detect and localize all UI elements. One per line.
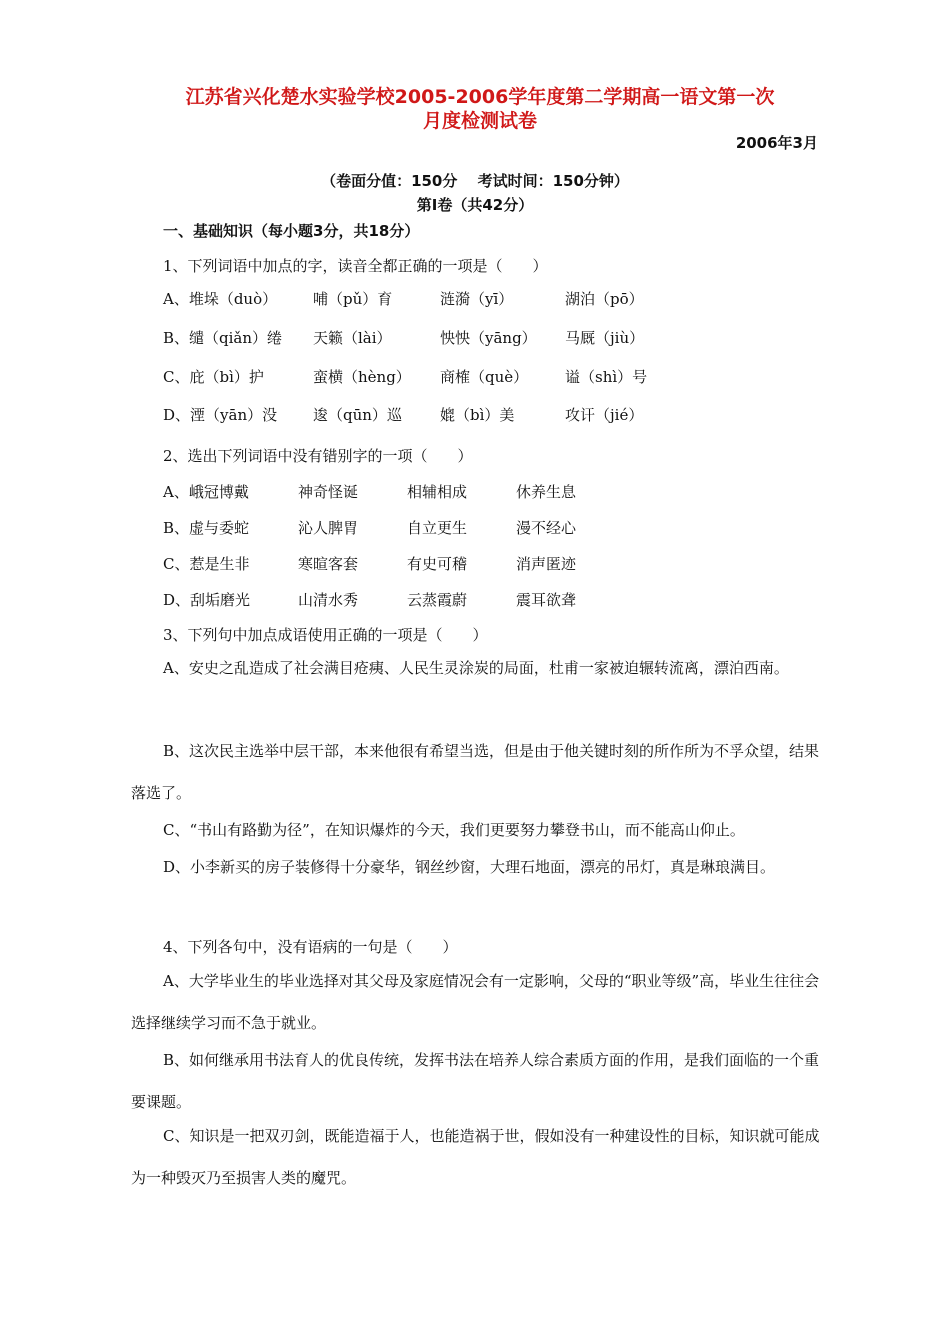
question-1-option-d-item-2: 逡（qūn）巡 [313,406,402,424]
question-1-option-d-item-3: 媲（bì）美 [440,406,515,424]
question-2-option-d-item-2: 山清水秀 [298,591,359,609]
question-3-option-c: C、“书山有路勤为径”，在知识爆炸的今天，我们更要努力攀登书山，而不能高山仰止。 [163,821,745,839]
exam-meta: （卷面分值：150分 考试时间：150分钟） [321,172,629,190]
question-2-stem: 2、选出下列词语中没有错别字的一项（ ） [163,447,473,465]
section-title: 一、基础知识（每小题3分，共18分） [163,222,420,240]
question-2-option-a-item-3: 相辅相成 [407,483,468,501]
question-2-option-d-item-1: D、刮垢磨光 [163,591,251,609]
question-2-option-a-item-2: 神奇怪诞 [298,483,359,501]
question-4-option-c: C、知识是一把双刃剑，既能造福于人，也能造祸于世，假如没有一种建设性的目标，知识就可能成为一种毁灭乃至损害人类的魔咒。 [131,1127,820,1187]
exam-title-line2: 月度检测试卷 [422,110,537,132]
question-2-option-a-item-1: A、峨冠博戴 [163,483,249,501]
question-3-option-b: B、这次民主选举中层干部，本来他很有希望当选，但是由于他关键时刻的所作所为不孚众望，结果落选了。 [131,742,820,802]
question-1-option-a-item-3: 涟漪（yī） [440,290,514,308]
question-1-option-b-item-2: 天籁（lài） [313,329,392,347]
question-1-option-c-item-2: 蛮横（hèng） [313,368,411,386]
question-3-option-a: A、安史之乱造成了社会满目疮痍、人民生灵涂炭的局面，杜甫一家被迫辗转流离，漂泊西南。 [163,659,789,677]
question-1-option-a-item-4: 湖泊（pō） [565,290,644,308]
question-2-option-c-item-4: 消声匿迹 [516,555,577,573]
question-2-option-b-item-1: B、虚与委蛇 [163,519,250,537]
question-3-stem: 3、下列句中加点成语使用正确的一项是（ ） [163,626,488,644]
exam-date: 2006年3月 [735,134,818,152]
question-1-option-c-item-1: C、庇（bì）护 [163,368,264,386]
question-2-option-b-item-2: 沁人脾胃 [298,519,359,537]
part-title: 第Ⅰ卷（共42分） [416,196,534,214]
question-1-option-a-item-2: 哺（pǔ）育 [313,290,393,308]
question-2-option-c-item-3: 有史可稽 [407,555,468,573]
question-4-option-a: A、大学毕业生的毕业选择对其父母及家庭情况会有一定影响，父母的“职业等级”高，毕业生往往会选择继续学习而不急于就业。 [131,972,820,1032]
question-4-option-b: B、如何继承用书法育人的优良传统，发挥书法在培养人综合素质方面的作用，是我们面临的一个重要课题。 [131,1051,820,1111]
question-2-option-d-item-4: 震耳欲聋 [516,591,577,609]
question-3-option-d: D、小李新买的房子装修得十分豪华，钢丝纱窗，大理石地面，漂亮的吊灯，真是琳琅满目。 [163,858,776,876]
question-1-option-c-item-4: 谥（shì）号 [565,368,648,386]
question-1-option-b-item-1: B、缱（qiǎn）绻 [163,329,283,347]
question-1-option-b-item-3: 怏怏（yāng） [440,329,537,347]
question-1-option-a-item-1: A、堆垛（duò） [163,290,278,308]
question-2-option-c-item-1: C、惹是生非 [163,555,250,573]
question-2-option-b-item-3: 自立更生 [407,519,468,537]
question-2-option-b-item-4: 漫不经心 [516,519,577,537]
question-2-option-d-item-3: 云蒸霞蔚 [407,591,468,609]
question-1-option-d-item-4: 攻讦（jié） [565,406,644,424]
question-1-stem: 1、下列词语中加点的字，读音全都正确的一项是（ ） [163,257,548,275]
question-2-option-c-item-2: 寒暄客套 [298,555,359,573]
question-1-option-c-item-3: 商榷（què） [440,368,529,386]
question-2-option-a-item-4: 休养生息 [516,483,577,501]
question-4-stem: 4、下列各句中，没有语病的一句是（ ） [163,938,458,956]
question-1-option-b-item-4: 马厩（jiù） [565,329,645,347]
question-1-option-d-item-1: D、湮（yān）没 [163,406,278,424]
exam-title-line1: 江苏省兴化楚水实验学校2005-2006学年度第二学期高一语文第一次 [185,86,775,108]
